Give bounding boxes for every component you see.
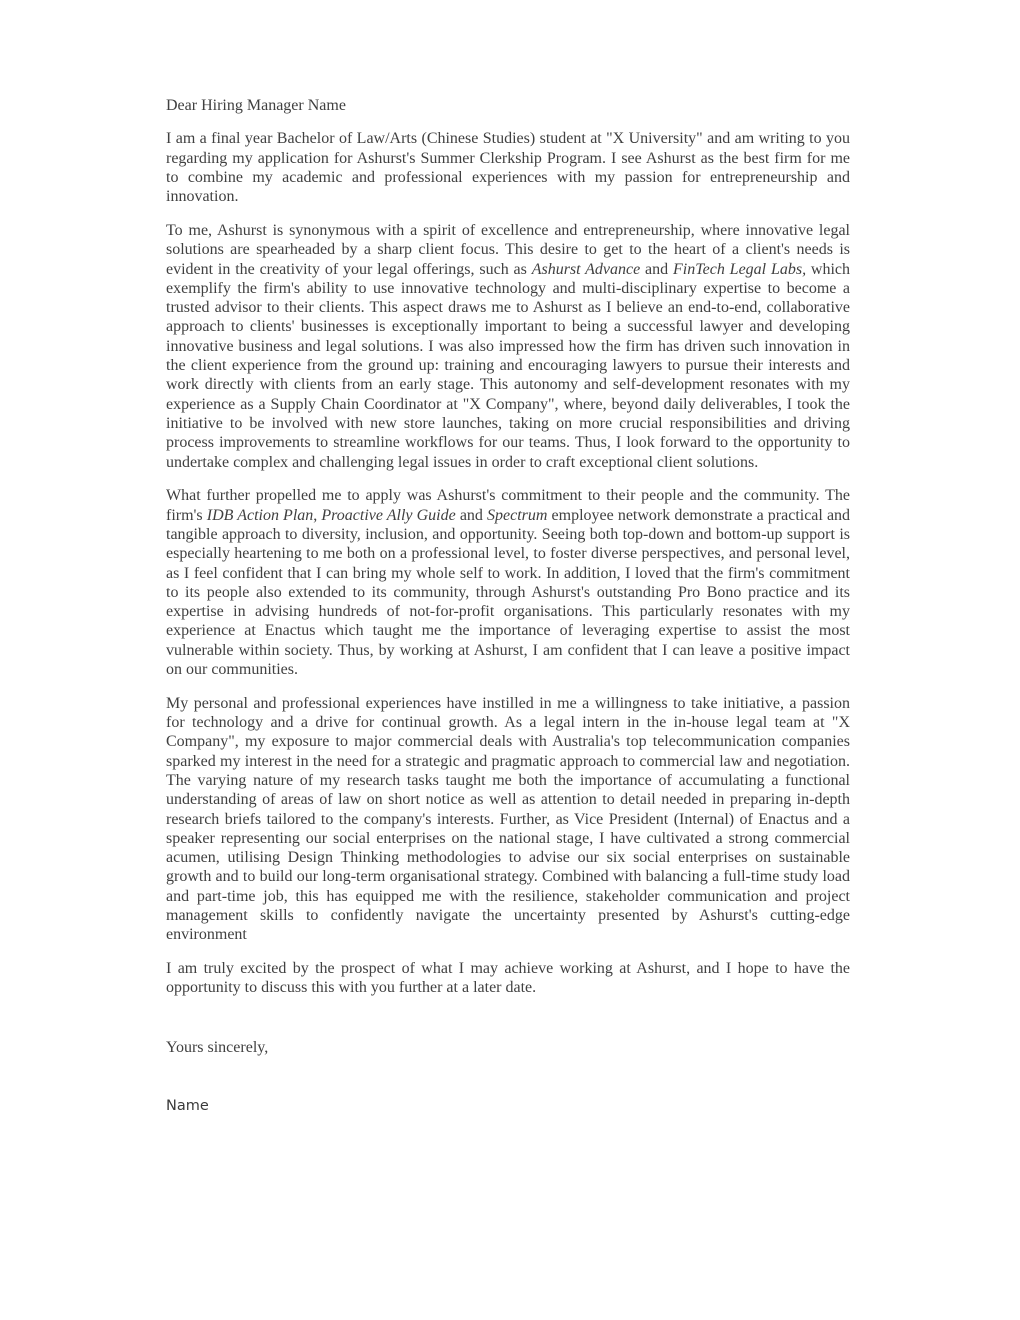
cover-letter (166, 96, 850, 1131)
paragraph-text: and (640, 260, 673, 278)
paragraph-intro: I am a final year Bachelor of Law/Arts (Chinese Studies) student at "X University" and am writing to you regarding my application for Ashurst's Summer Clerkship Program. I see Ashurst as the best firm for me to combine my academic and professional experiences with my passion for entrepreneurship and innovation. (166, 130, 850, 206)
paragraph-conclusion: I am truly excited by the prospect of what I may achieve working at Ashurst, and I hope to have the opportunity to discuss this with you further at a later date. (166, 960, 850, 997)
italic-term-fintech-legal-labs: FinTech Legal Labs, (672, 260, 807, 278)
salutation: Dear Hiring Manager Name (166, 97, 346, 114)
paragraph-text: To me, Ashurst is synonymous with a spirit of excellence and entrepreneurship, where innovative legal solutions are spearheaded by a sharp client focus. This desire to get to the heart of a client's needs is evident in the creativity of your legal offerings, such as (166, 221, 850, 278)
paragraph-people-community (166, 486, 850, 679)
paragraph-text: employee network demonstrate a practical and tangible approach to diversity, inclusion, and opportunity. Seeing both top-down and bottom-up support is especially heartening to me both on a professional level, to foster diverse perspectives, and personal level, as I feel confident that I can bring my whole self to work. In addition, I loved that the firm's commitment to its people also extended to its community, through Ashurst's outstanding Pro Bono practice and its expertise in advising hundreds of not-for-profit organisations. This particularly resonates with my experience at Enactus which taught me the importance of leveraging expertise to assist the most vulnerable within society. Thus, by working at Ashurst, I am confident that I can leave a positive impact on our communities. (166, 506, 851, 679)
paragraph-text: and (455, 506, 488, 524)
paragraph-experience: My personal and professional experiences have instilled in me a willingness to take initiative, a passion for technology and a drive for continual growth. As a legal intern in the in-house legal team at "X Company", my exposure to major commercial deals with Australia's top telecommunication companies sparked my interest in the need for a strategic and pragmatic approach to commercial law and negotiation. The varying nature of my research tasks taught me both the importance of accumulating a functional understanding of areas of law on short notice as well as attention to detail needed in preparing in-depth research briefs tailored to the company's interests. Further, as Vice President (Internal) of Enactus and a speaker representing our social enterprises on the national stage, I have cultivated a strong commercial acumen, utilising Design Thinking methodologies to advise our six social enterprises on sustainable growth and to build our long-term organisational strategy. Combined with balancing a full-time study load and part-time job, this has equipped me with the resilience, stakeholder communication and project management skills to confidently navigate the uncertainty presented by Ashurst's cutting-edge environment (166, 694, 850, 944)
paragraph-text: What further propelled me to apply was Ashurst's commitment to their people and the community. The firm's (166, 487, 850, 524)
italic-term-ashurst-advance: Ashurst Advance (531, 260, 641, 278)
italic-term-idb-action-plan: IDB Action Plan (206, 506, 314, 524)
italic-term-proactive-ally-guide: Proactive Ally Guide (321, 506, 456, 524)
closing: Yours sincerely, (166, 1038, 269, 1056)
paragraph-text: which exemplify the firm's ability to use innovative technology and multi-disciplinary expertise to become a trusted advisor to their clients. This aspect draws me to Ashurst as I believe an end-to-end, collaborative approach to clients' businesses is exceptionally important to being a successful lawyer and developing innovative business and legal solutions. I was also impressed how the firm has driven such innovation in the client experience from the ground up: training and encouraging lawyers to pursue their interests and work directly with clients from an early stage. This autonomy and self-development resonates with my experience as a Supply Chain Coordinator at "X Company", where, beyond daily deliverables, I took the initiative to be involved with new store launches, taking on more crucial responsibilities and driving process improvements to streamline workflows for our teams. Thus, I look forward to the opportunity to undertake complex and challenging legal issues in order to craft exceptional client solutions. (166, 260, 851, 471)
signature-name: Name (166, 1098, 209, 1115)
paragraph-text: , (313, 506, 322, 524)
paragraph-innovation (166, 221, 850, 472)
italic-term-spectrum: Spectrum (487, 506, 548, 524)
